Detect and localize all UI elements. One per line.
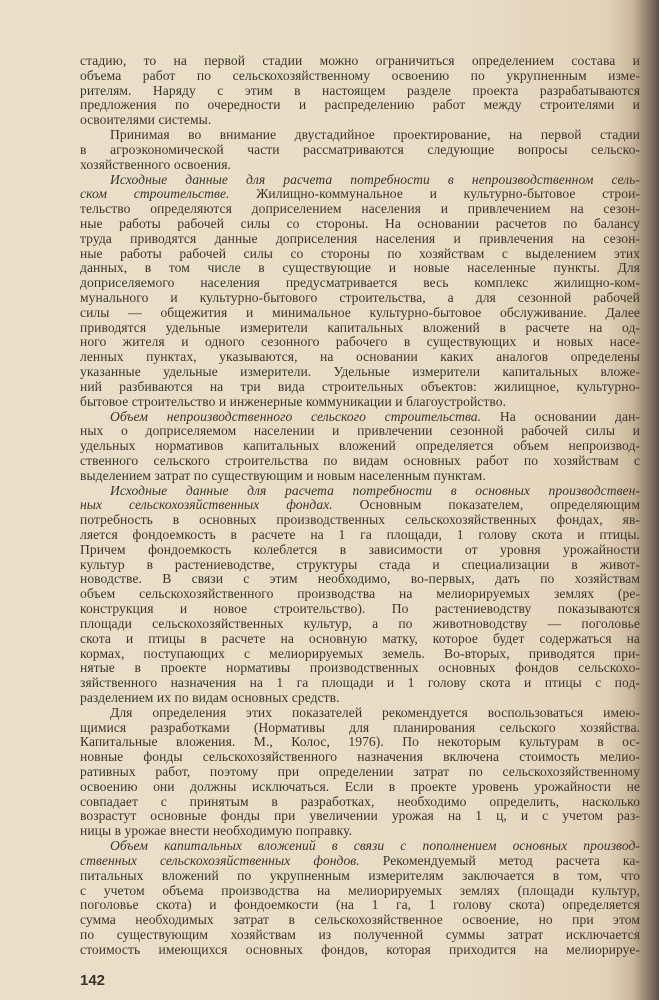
line-text: новодстве. В связи с этим необходимо, во-первых, дать по хозяйствам (80, 571, 640, 587)
line-text: Причем фондоемкость колеблется в зависимости от уровня урожайности (80, 541, 640, 557)
paragraph (80, 173, 640, 410)
text-line (80, 558, 640, 573)
line-text: приводятся удельные измерители капитальных вложений в расчете на од- (80, 319, 640, 335)
text-line (80, 232, 640, 247)
italic-heading-text: ственных сельскохозяйственных фондов. (80, 852, 360, 868)
text-line (80, 143, 640, 158)
text-line (80, 824, 640, 839)
text-line (80, 380, 640, 395)
text-line (80, 173, 640, 188)
line-text: кормах, поступающих с мелиорируемых земель. Во-вторых, приводятся при- (80, 645, 640, 661)
line-text: выделением затрат по существующим и новым населенным пунктам. (80, 467, 486, 483)
text-line (80, 128, 640, 143)
text-line (80, 498, 640, 513)
line-text: освоителями системы. (80, 112, 212, 128)
text-line (80, 913, 640, 928)
italic-heading-text: Исходные данные для расчета потребности в основных производствен- (110, 482, 640, 498)
line-text: ницы в урожае внести необходимую поправку. (80, 823, 353, 839)
text-line (80, 780, 640, 795)
text-line (80, 765, 640, 780)
line-text: сумма необходимых затрат в сельскохозяйственное освоение, но при этом (80, 912, 640, 928)
line-text: поголовье скота) и фондоемкости (на 1 га, 1 голову скота) определяется (80, 897, 640, 913)
line-text: силы — общежития и минимальное культурно-бытовое обслуживание. Далее (80, 304, 640, 320)
paragraph (80, 706, 640, 839)
line-text: культур в растениеводстве, структуры стада и специализации в живот- (80, 556, 640, 572)
line-text: тельство определяются доприселением населения и привлечением на сезон- (80, 201, 640, 217)
line-text: ративных работ, поэтому при определении затрат по сельскохозяйственному (80, 764, 640, 779)
text-line (80, 528, 640, 543)
paragraph (80, 128, 640, 172)
line-text: скота и птицы в расчете на основную матку, которое будет содержаться на (80, 630, 640, 646)
text-line (80, 943, 640, 958)
text-line (80, 721, 640, 736)
line-text: ных о доприселяемом населении и привлечении сезонной рабочей силы и (80, 423, 640, 439)
text-line (80, 306, 640, 321)
text-line (80, 928, 640, 943)
text-line (80, 809, 640, 824)
line-text: рителям. Наряду с этим в настоящем разделе проекта разрабатываются (80, 82, 640, 98)
line-text: стадию, то на первой стадии можно ограничиться определением состава и (80, 53, 640, 68)
line-text: Для определения этих показателей рекомендуется воспользоваться имею- (110, 704, 640, 720)
line-text: ний разбиваются на три вида строительных объектов: жилищное, культурно- (80, 378, 640, 394)
text-line (80, 395, 640, 410)
text-line (80, 884, 640, 899)
text-line (80, 439, 640, 454)
line-text: ные работы рабочей силы со стороны. На основании расчетов по балансу (80, 215, 640, 231)
line-text: с учетом объема производства на мелиорируемых землях (площади культур, (80, 882, 640, 898)
line-text: Жилищно-коммунальное и культурно-бытовое строи- (229, 186, 640, 202)
line-text: объема работ по сельскохозяйственному освоению по укрупненным изме- (80, 67, 640, 83)
text-line (80, 587, 640, 602)
line-text: Рекомендуемый метод расчета ка- (359, 852, 641, 868)
paragraph (80, 54, 640, 128)
text-line (80, 454, 640, 469)
line-text: в агроэкономической части рассматриваются следующие вопросы сельско- (80, 141, 640, 157)
line-text: ного жителя и одного сезонного рабочего в существующих и новых насе- (80, 334, 640, 350)
italic-heading-text: Объем непроизводственного сельского строительства. (110, 408, 482, 424)
line-text: объем сельскохозяйственного производства на мелиорируемых землях (ре- (80, 586, 640, 602)
line-text: Основным показателем, определяющим (332, 497, 640, 513)
text-line (80, 869, 640, 884)
italic-heading-text: ском строительстве. (80, 186, 230, 202)
text-line (80, 187, 640, 202)
text-line (80, 276, 640, 291)
line-text: совпадает с принятым в разработках, необходимо определить, насколько (80, 793, 640, 809)
text-line (80, 98, 640, 113)
line-text: возрастут основные фонды при увеличении урожая на 1 ц, и с учетом раз- (80, 808, 640, 824)
text-line (80, 706, 640, 721)
line-text: ленных пунктах, указываются, на основании каких аналогов определены (80, 349, 640, 365)
text-line (80, 350, 640, 365)
text-line (80, 84, 640, 99)
line-text: Принимая во внимание двустадийное проектирование, на первой стадии (110, 127, 640, 143)
text-line (80, 321, 640, 336)
line-text: площади сельскохозяйственных культур, а по животноводству — поголовье (80, 615, 640, 631)
line-text: Капитальные вложения. М., Колос, 1976). По некоторым культурам в ос- (80, 734, 640, 750)
text-line (80, 735, 640, 750)
line-text: ственного сельского строительства по видам основных работ по хозяйствам с (80, 452, 640, 468)
line-text: освоению они должны исключаться. Если в проекте уровень урожайности не (80, 778, 640, 794)
text-line (80, 647, 640, 662)
paragraph (80, 410, 640, 484)
text-line (80, 424, 640, 439)
line-text: ляется фондоемкость в расчете на 1 га площади, 1 голову скота и птицы. (80, 527, 640, 542)
text-line (80, 572, 640, 587)
text-line (80, 69, 640, 84)
text-line (80, 676, 640, 691)
italic-heading-text: Объем капитальных вложений в связи с пополнением основных производ- (110, 838, 640, 854)
text-line (80, 750, 640, 765)
text-line (80, 854, 640, 869)
line-text: доприселяемого населения предусматривается весь комплекс жилищно-ком- (80, 275, 640, 291)
text-line (80, 335, 640, 350)
line-text: указанные удельные измерители. Удельные измерители капитальных вложе- (80, 364, 640, 380)
line-text: новные фонды сельскохозяйственного назначения включена стоимость мелио- (80, 749, 640, 765)
text-line (80, 543, 640, 558)
paragraph (80, 839, 640, 958)
line-text: ные работы рабочей силы со стороны по хозяйствам с выделением этих (80, 245, 640, 261)
text-line (80, 247, 640, 262)
line-text: удельных нормативов капитальных вложений определяется объем непроизвод- (80, 438, 640, 454)
text-line (80, 158, 640, 173)
text-line (80, 365, 640, 380)
text-line (80, 291, 640, 306)
text-line (80, 632, 640, 647)
text-line (80, 113, 640, 128)
italic-heading-text: ных сельскохозяйственных фондах. (80, 497, 333, 513)
line-text: предложения по очередности и распределению работ между строителями и (80, 97, 640, 113)
text-line (80, 691, 640, 706)
line-text: зяйственного назначения на 1 га площади и 1 голову скота и птицы с под- (80, 675, 640, 691)
text-line (80, 217, 640, 232)
text-line (80, 602, 640, 617)
text-line (80, 202, 640, 217)
text-line (80, 513, 640, 528)
line-text: хозяйственного освоения. (80, 156, 231, 172)
line-text: конструкция и новое строительство). По растениеводству показываются (80, 601, 640, 617)
line-text: данных, в том числе в существующие и новые населенные пункты. Для (80, 260, 640, 276)
text-line (80, 898, 640, 913)
body-text (80, 54, 640, 958)
text-line (80, 795, 640, 810)
line-text: мунального и культурно-бытового строительства, а для сезонной рабочей (80, 290, 640, 305)
text-line (80, 410, 640, 425)
text-line (80, 261, 640, 276)
line-text: нятые в проекте нормативы производственных основных фондов сельскохо- (80, 660, 640, 676)
text-line (80, 839, 640, 854)
line-text: стоимость имеющихся основных фондов, которая приходится на мелиорируе- (80, 941, 640, 957)
line-text: разделением их по видам основных средств. (80, 689, 340, 705)
text-line (80, 661, 640, 676)
text-line (80, 469, 640, 484)
text-line (80, 484, 640, 499)
line-text: по существующим хозяйствам из полученной суммы затрат исключается (80, 926, 640, 942)
line-text: питальных вложений по укрупненным измерителям заключается в том, что (80, 867, 640, 883)
line-text: На основании дан- (481, 408, 640, 424)
page-number: 142 (80, 972, 106, 989)
paragraph (80, 484, 640, 706)
line-text: потребность в основных производственных сельскохозяйственных фондах, яв- (80, 512, 640, 528)
italic-heading-text: Исходные данные для расчета потребности в непроизводственном сель- (110, 171, 640, 187)
line-text: щимися разработками (Нормативы для планирования сельского хозяйства. (80, 719, 640, 735)
text-line (80, 54, 640, 69)
text-line (80, 617, 640, 632)
line-text: труда приводятся данные доприселения населения и привлечения на сезон- (80, 230, 640, 246)
line-text: бытовое строительство и инженерные коммуникации и благоустройство. (80, 393, 507, 409)
